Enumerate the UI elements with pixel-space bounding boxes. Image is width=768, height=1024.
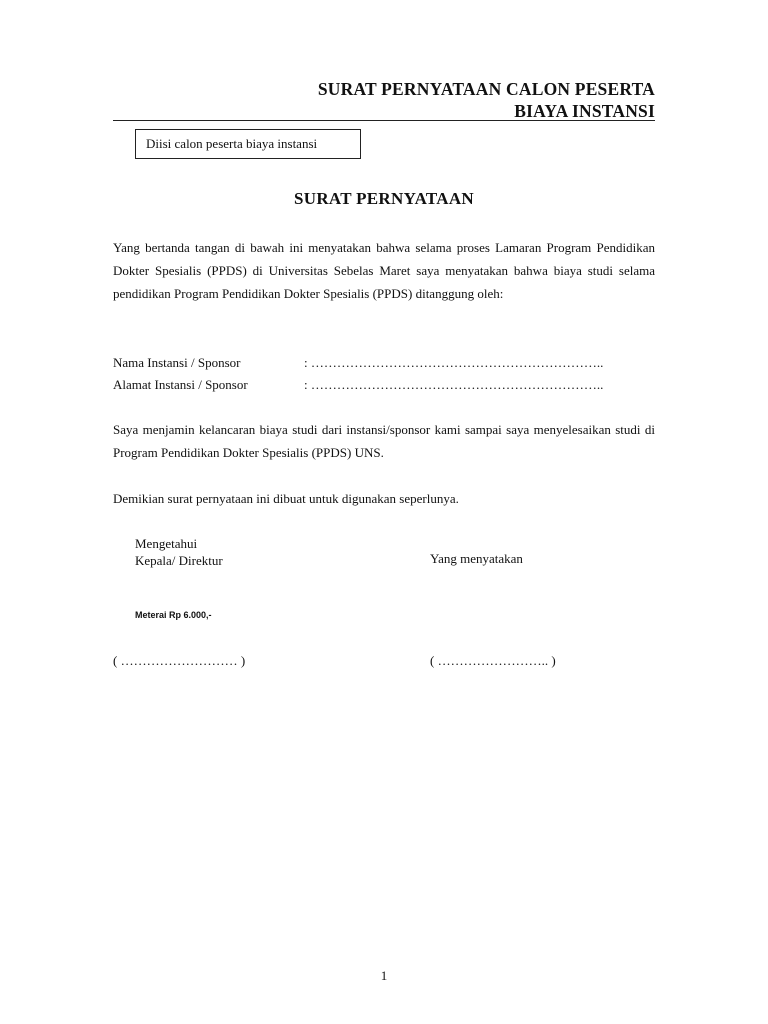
paragraph-guarantee: Saya menjamin kelancaran biaya studi dari instansi/sponsor kami sampai saya menyelesaikan studi di Program Pendidikan Dokter Spesialis (PPDS) UNS. (113, 422, 655, 460)
meterai-label: Meterai Rp 6.000,- (135, 610, 212, 620)
signature-yang-menyatakan: Yang menyatakan (430, 551, 523, 566)
field-value-nama-instansi: : ………………………………………………………….. (304, 355, 604, 370)
document-header (318, 78, 655, 122)
field-value-alamat-instansi: : ………………………………………………………….. (304, 377, 604, 392)
signature-kepala-direktur: Kepala/ Direktur (135, 553, 223, 568)
header-title-line1: SURAT PERNYATAAN CALON PESERTA (317, 79, 655, 99)
signature-left-blank: ( ……………………… ) (113, 653, 246, 668)
header-title-line2: BIAYA INSTANSI (514, 101, 655, 121)
header-divider (113, 120, 655, 121)
signature-left-block (135, 535, 223, 569)
signature-right-blank: ( …………………….. ) (430, 653, 556, 668)
page-number: 1 (380, 968, 388, 983)
field-label-nama-instansi: Nama Instansi / Sponsor (113, 355, 241, 370)
paragraph-closing: Demikian surat pernyataan ini dibuat untuk digunakan seperlunya. (113, 491, 459, 506)
signature-mengetahui: Mengetahui (135, 536, 198, 551)
paragraph-intro: Yang bertanda tangan di bawah ini menyatakan bahwa selama proses Lamaran Program Pendidikan Dokter Spesialis (PPDS) di Universitas Sebelas Maret saya menyatakan bahwa biaya studi selama pendidikan Program Pendidikan Dokter Spesialis (PPDS) ditanggung oleh: (113, 240, 655, 301)
note-box: Diisi calon peserta biaya instansi (135, 129, 361, 159)
document-title: SURAT PERNYATAAN (293, 189, 475, 208)
field-label-alamat-instansi: Alamat Instansi / Sponsor (113, 377, 248, 392)
